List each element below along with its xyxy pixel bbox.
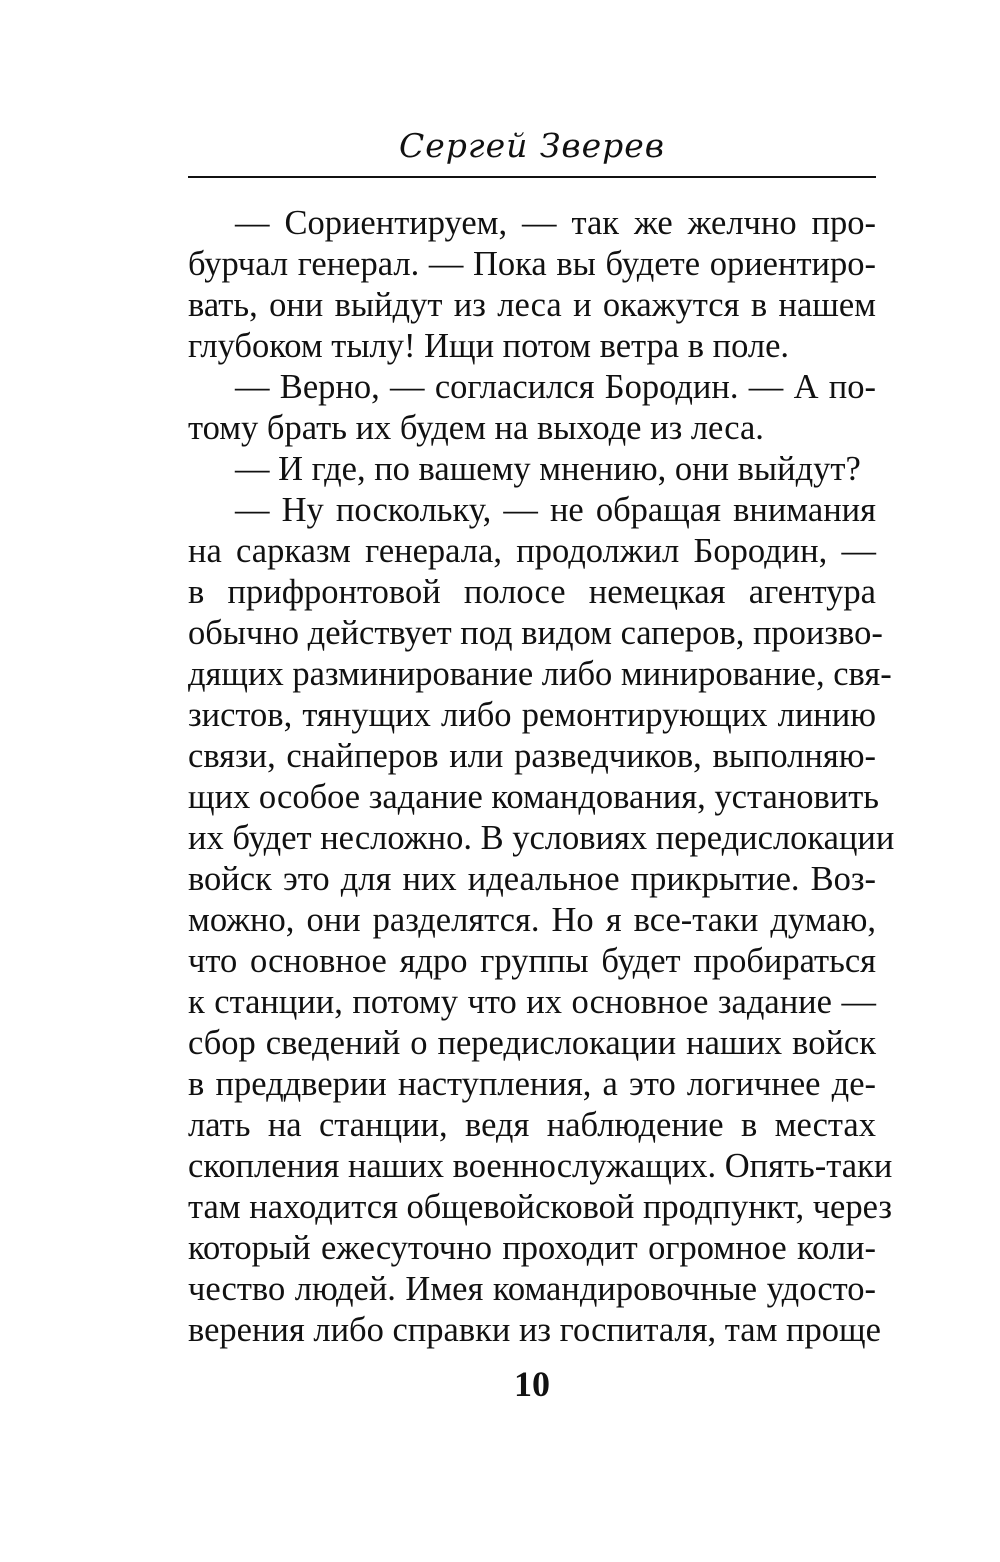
header-rule xyxy=(188,176,876,178)
text-line: скопления наших военнослужащих. Опять-таки xyxy=(188,1147,893,1185)
text-line: обычно действует под видом саперов, произво- xyxy=(188,614,883,652)
body-text xyxy=(188,203,895,1351)
text-line: в прифронтовой полосе немецкая агентура xyxy=(188,573,876,611)
text-line: лать на станции, ведя наблюдение в местах xyxy=(188,1106,876,1144)
text-line: связи, снайперов или разведчиков, выполняю- xyxy=(188,737,876,775)
text-line: бурчал генерал. — Пока вы будете ориентиро- xyxy=(188,245,876,283)
text-line: чество людей. Имея командировочные удосто- xyxy=(188,1270,876,1308)
text-line: в преддверии наступления, а это логичнее де- xyxy=(188,1065,876,1103)
text-line: к станции, потому что их основное задание — xyxy=(188,983,876,1021)
text-line: там находится общевойсковой продпункт, через xyxy=(188,1188,892,1226)
text-line: — И где, по вашему мнению, они выйдут? xyxy=(235,450,861,488)
text-line: можно, они разделятся. Но я все-таки думаю, xyxy=(188,901,876,939)
text-line: верения либо справки из госпиталя, там проще xyxy=(188,1311,881,1349)
text-line: тому брать их будем на выходе из леса. xyxy=(188,409,764,447)
text-line: их будет несложно. В условиях передислокации xyxy=(188,819,895,857)
text-line: зистов, тянущих либо ремонтирующих линию xyxy=(188,696,876,734)
page-number: 10 xyxy=(514,1364,550,1404)
text-line: — Ну поскольку, — не обращая внимания xyxy=(235,491,876,529)
text-line: дящих разминирование либо минирование, свя- xyxy=(188,655,892,693)
text-line: сбор сведений о передислокации наших войск xyxy=(188,1024,876,1062)
text-line: глубоком тылу! Ищи потом ветра в поле. xyxy=(188,327,790,365)
text-line: щих особое задание командования, установить xyxy=(188,778,880,816)
text-line: который ежесуточно проходит огромное коли- xyxy=(188,1229,876,1267)
text-line: войск это для них идеальное прикрытие. Воз- xyxy=(188,860,876,898)
text-line: — Сориентируем, — так же желчно про- xyxy=(235,204,876,242)
text-line: на сарказм генерала, продолжил Бородин, — xyxy=(188,532,876,570)
text-line: вать, они выйдут из леса и окажутся в нашем xyxy=(188,286,876,324)
text-line: что основное ядро группы будет пробираться xyxy=(188,942,876,980)
text-line: — Верно, — согласился Бородин. — А по- xyxy=(235,368,876,406)
running-header-author: Сергей Зверев xyxy=(398,126,665,165)
